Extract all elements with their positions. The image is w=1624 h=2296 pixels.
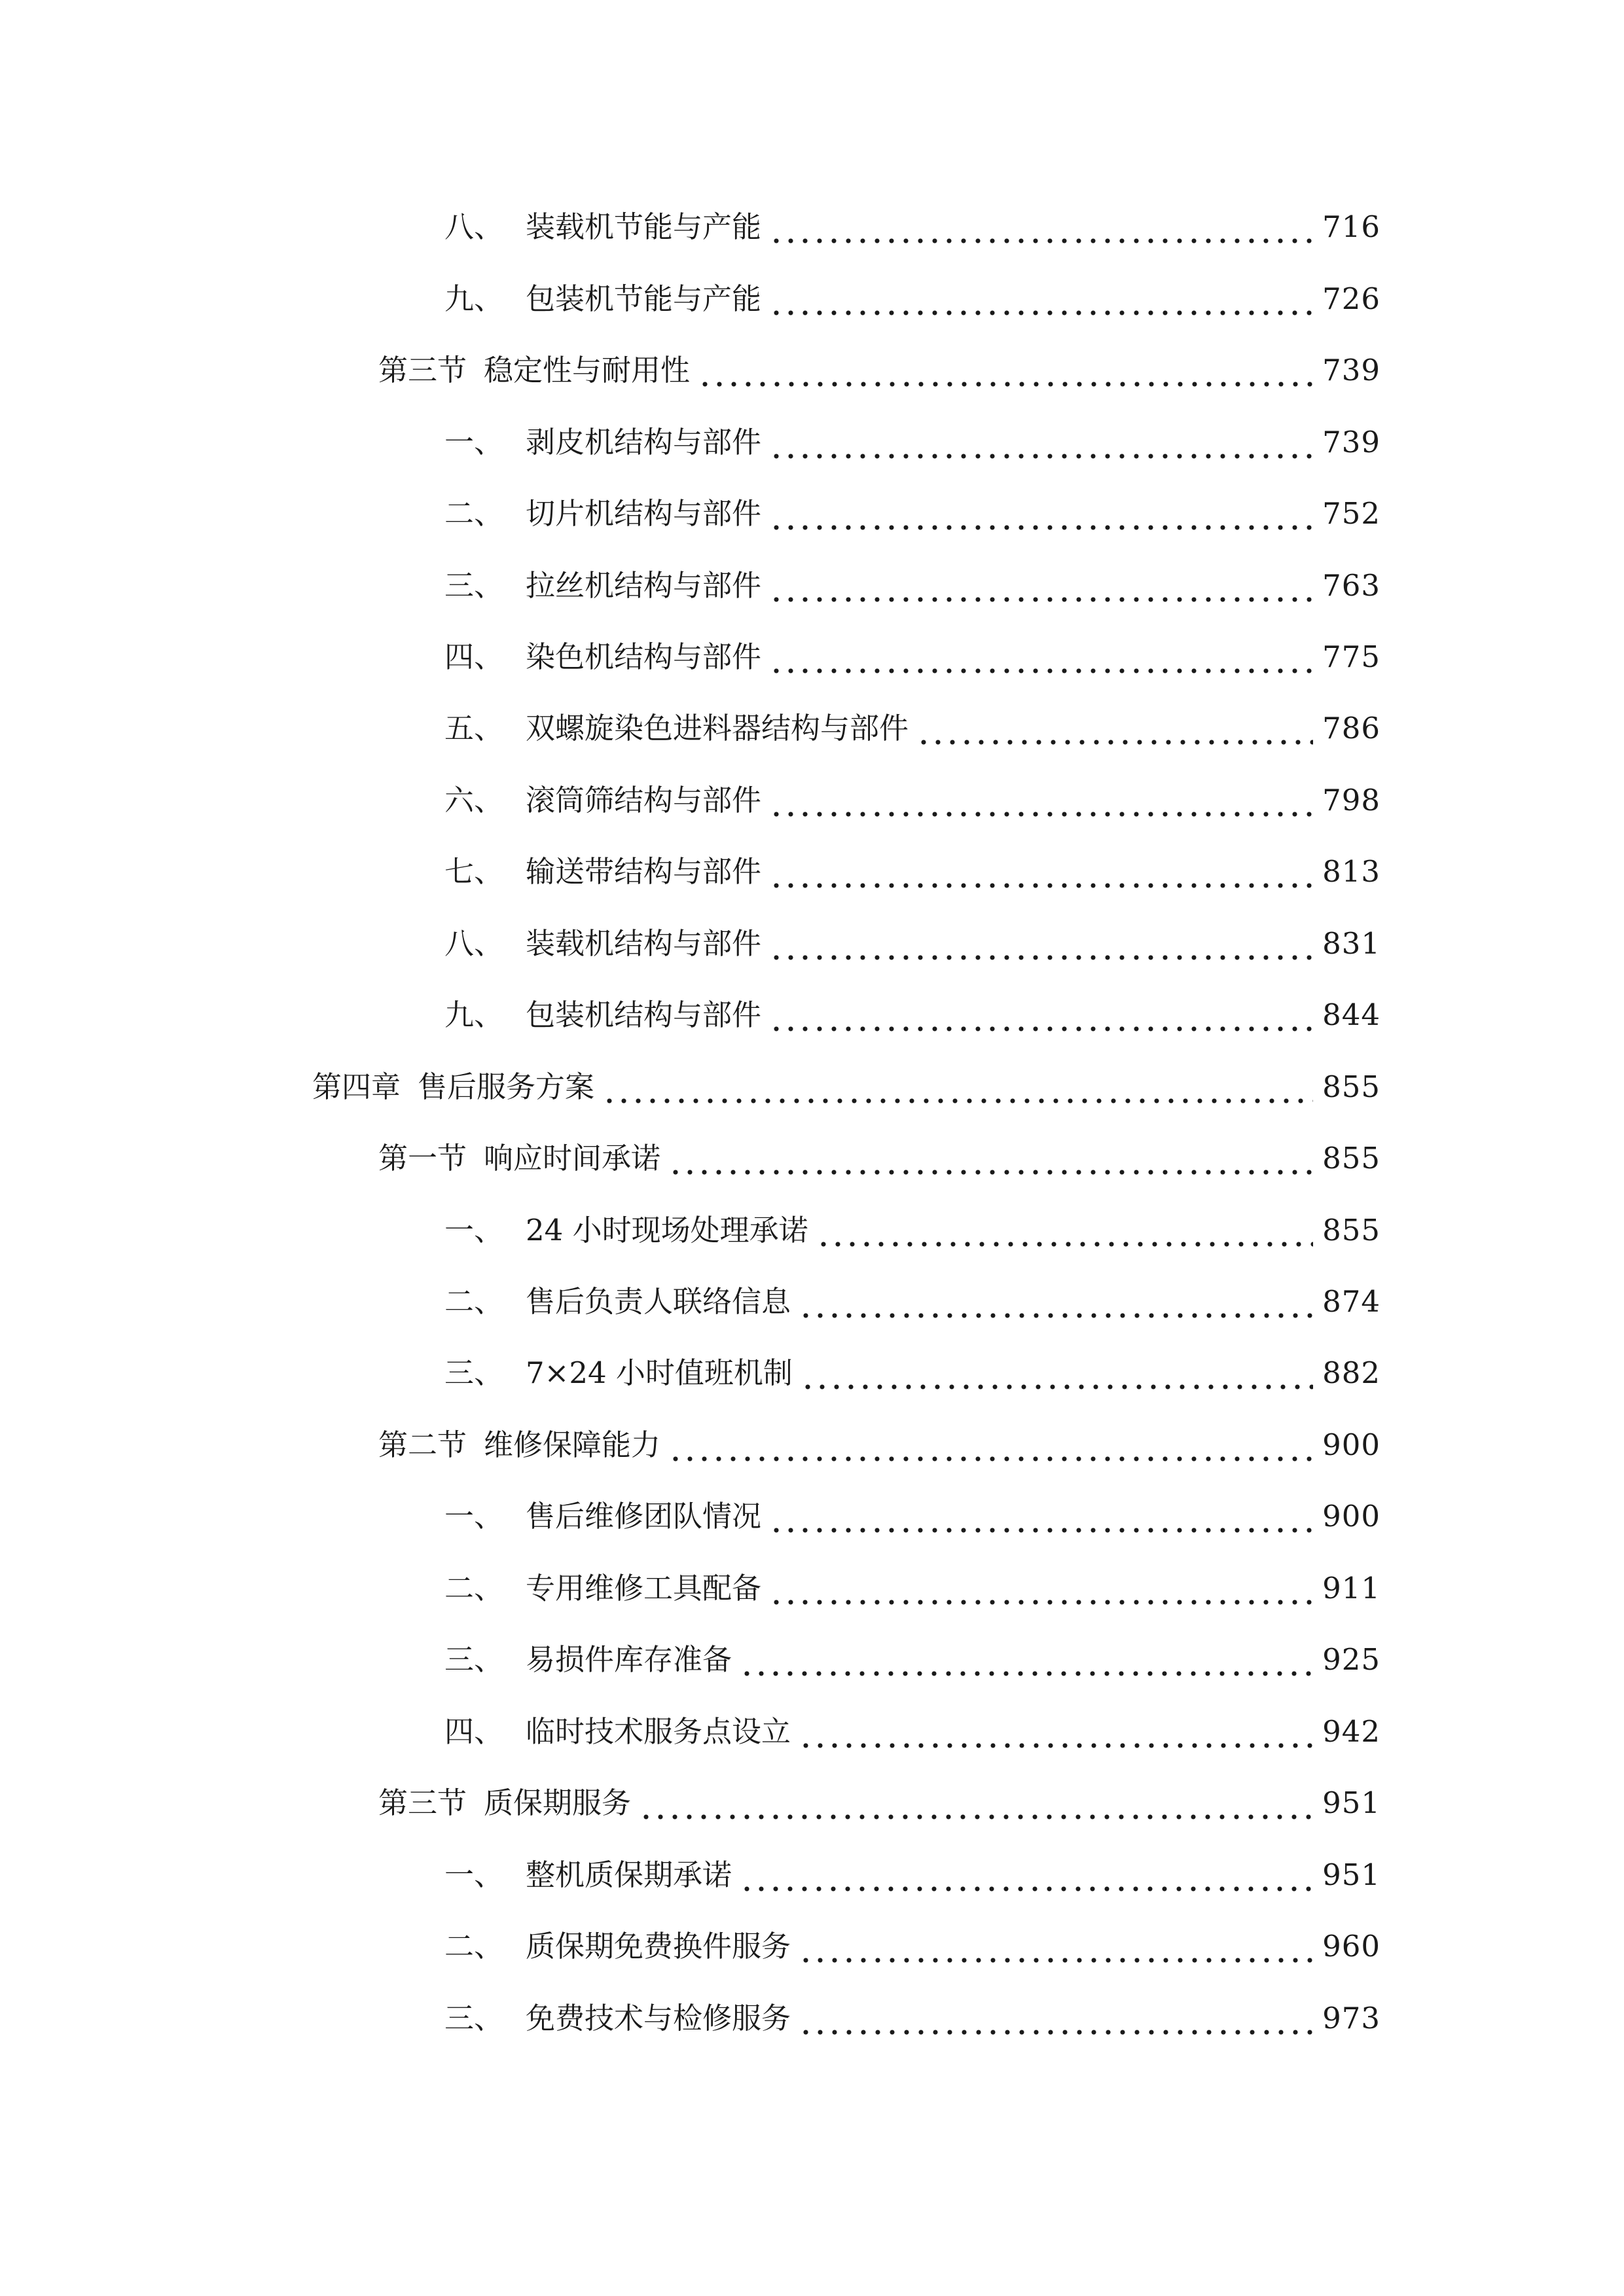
toc-dot-leader [799, 1706, 1313, 1758]
toc-entry[interactable] [444, 1706, 1380, 1758]
toc-entry-page: 942 [1322, 1714, 1380, 1749]
toc-dot-leader [816, 1204, 1314, 1257]
toc-entry-number: 第三节 [378, 1785, 467, 1820]
toc-entry-number: 三、 [444, 2001, 504, 2036]
toc-entry-page: 775 [1322, 639, 1380, 674]
toc-entry-page: 900 [1322, 1427, 1380, 1462]
toc-entry-page: 911 [1322, 1571, 1380, 1605]
toc-entry-number: 第一节 [378, 1141, 467, 1175]
toc-entry-number: 八、 [444, 926, 504, 961]
toc-entry-page: 855 [1322, 1141, 1380, 1175]
toc-dot-leader [799, 1992, 1313, 2045]
toc-dot-leader [769, 1562, 1313, 1615]
toc-entry-page: 763 [1322, 568, 1380, 603]
toc-dot-leader [769, 846, 1313, 898]
toc-entry[interactable] [444, 1490, 1380, 1543]
toc-entry-page: 925 [1322, 1642, 1380, 1677]
toc-entry[interactable] [444, 488, 1380, 540]
toc-dot-leader [602, 1061, 1313, 1113]
toc-entry-number: 三、 [444, 568, 504, 603]
toc-entry[interactable] [444, 1347, 1380, 1399]
toc-entry-number: 二、 [444, 496, 504, 531]
toc-entry-page: 752 [1322, 496, 1380, 531]
toc-entry-title: 滚筒筛结构与部件 [526, 783, 762, 817]
toc-entry[interactable] [444, 1849, 1380, 1901]
toc-entry-page: 855 [1322, 1213, 1380, 1247]
toc-entry-page: 874 [1322, 1284, 1380, 1319]
toc-entry[interactable] [312, 1061, 1380, 1113]
toc-entry[interactable] [378, 1132, 1380, 1185]
toc-entry[interactable] [444, 560, 1380, 612]
toc-dot-leader [740, 1634, 1313, 1686]
toc-entry[interactable] [378, 1777, 1380, 1829]
toc-entry-title: 易损件库存准备 [526, 1642, 732, 1677]
toc-entry-title: 包装机节能与产能 [526, 281, 762, 316]
toc-entry-number: 三、 [444, 1642, 504, 1677]
toc-entry[interactable] [444, 846, 1380, 898]
toc-entry-title: 24 小时现场处理承诺 [526, 1213, 808, 1247]
toc-entry[interactable] [378, 1419, 1380, 1471]
toc-entry[interactable] [444, 918, 1380, 970]
toc-entry-title: 装载机结构与部件 [526, 926, 762, 961]
toc-entry-page: 951 [1322, 1785, 1380, 1820]
toc-dot-leader [769, 631, 1313, 683]
toc-entry[interactable] [444, 774, 1380, 827]
toc-entry-title: 专用维修工具配备 [526, 1571, 762, 1605]
toc-entry-title: 售后负责人联络信息 [526, 1284, 791, 1319]
toc-entry-number: 二、 [444, 1571, 504, 1605]
toc-entry[interactable] [444, 201, 1380, 253]
toc-entry[interactable] [444, 989, 1380, 1041]
toc-entry-title: 拉丝机结构与部件 [526, 568, 762, 603]
toc-dot-leader [769, 560, 1313, 612]
toc-dot-leader [769, 918, 1313, 970]
toc-dot-leader [769, 989, 1313, 1041]
toc-dot-leader [668, 1132, 1313, 1185]
toc-entry-page: 813 [1322, 854, 1380, 889]
toc-entry-number: 八、 [444, 209, 504, 244]
toc-entry-title: 免费技术与检修服务 [526, 2001, 791, 2036]
toc-entry[interactable] [378, 344, 1380, 397]
toc-dot-leader [740, 1849, 1313, 1901]
toc-entry-number: 第二节 [378, 1427, 467, 1462]
toc-dot-leader [769, 201, 1313, 253]
toc-entry-title: 售后维修团队情况 [526, 1499, 762, 1534]
toc-entry-number: 六、 [444, 783, 504, 817]
toc-entry-title: 7×24 小时值班机制 [526, 1355, 793, 1390]
toc-dot-leader [769, 273, 1313, 325]
toc-dot-leader [801, 1347, 1313, 1399]
toc-entry-number: 五、 [444, 711, 504, 745]
toc-entry-title: 质保期免费换件服务 [526, 1929, 791, 1964]
toc-entry-page: 973 [1322, 2001, 1380, 2036]
toc-dot-leader [698, 344, 1313, 397]
toc-entry[interactable] [444, 273, 1380, 325]
toc-entry-page: 960 [1322, 1929, 1380, 1964]
toc-entry-number: 四、 [444, 639, 504, 674]
toc-dot-leader [668, 1419, 1313, 1471]
toc-entry-title: 包装机结构与部件 [526, 997, 762, 1032]
toc-entry-title: 售后服务方案 [418, 1069, 595, 1104]
toc-entry-title: 切片机结构与部件 [526, 496, 762, 531]
toc-entry-number: 七、 [444, 854, 504, 889]
toc-entry-title: 输送带结构与部件 [526, 854, 762, 889]
toc-entry-page: 739 [1322, 425, 1380, 459]
toc-entry-title: 染色机结构与部件 [526, 639, 762, 674]
toc-entry[interactable] [444, 702, 1380, 755]
toc-entry-title: 质保期服务 [484, 1785, 632, 1820]
toc-dot-leader [799, 1276, 1313, 1328]
toc-entry-number: 九、 [444, 997, 504, 1032]
toc-dot-leader [769, 488, 1313, 540]
toc-dot-leader [769, 416, 1313, 469]
toc-entry[interactable] [444, 1634, 1380, 1686]
toc-entry-page: 900 [1322, 1499, 1380, 1534]
toc-entry[interactable] [444, 1276, 1380, 1328]
toc-entry-number: 二、 [444, 1929, 504, 1964]
toc-entry-number: 一、 [444, 1213, 504, 1247]
toc-dot-leader [639, 1777, 1313, 1829]
toc-entry[interactable] [444, 1992, 1380, 2045]
toc-entry-number: 一、 [444, 1857, 504, 1892]
toc-entry-number: 四、 [444, 1714, 504, 1749]
toc-entry-page: 844 [1322, 997, 1380, 1032]
toc-entry-page: 726 [1322, 281, 1380, 316]
toc-entry-page: 786 [1322, 711, 1380, 745]
toc-entry-number: 九、 [444, 281, 504, 316]
toc-entry[interactable] [444, 1204, 1380, 1257]
toc-entry-number: 一、 [444, 1499, 504, 1534]
toc-entry-page: 716 [1322, 209, 1380, 244]
toc-entry[interactable] [444, 1562, 1380, 1615]
toc-entry-page: 831 [1322, 926, 1380, 961]
toc-entry-number: 二、 [444, 1284, 504, 1319]
toc-entry[interactable] [444, 416, 1380, 469]
toc-entry-title: 剥皮机结构与部件 [526, 425, 762, 459]
toc-entry-page: 855 [1322, 1069, 1380, 1104]
toc-entry-page: 951 [1322, 1857, 1380, 1892]
toc-entry-title: 响应时间承诺 [484, 1141, 661, 1175]
toc-dot-leader [769, 774, 1313, 827]
toc-entry-title: 稳定性与耐用性 [484, 353, 691, 387]
toc-entry[interactable] [444, 1920, 1380, 1973]
toc-entry-title: 装载机节能与产能 [526, 209, 762, 244]
toc-entry-title: 整机质保期承诺 [526, 1857, 732, 1892]
toc-entry-number: 第四章 [312, 1069, 401, 1104]
toc-entry-page: 739 [1322, 353, 1380, 387]
toc-entry-title: 维修保障能力 [484, 1427, 661, 1462]
toc-dot-leader [799, 1920, 1313, 1973]
toc-entry-page: 798 [1322, 783, 1380, 817]
toc-dot-leader [916, 702, 1313, 755]
toc-entry-page: 882 [1322, 1355, 1380, 1390]
toc-entry-number: 第三节 [378, 353, 467, 387]
toc-entry-number: 一、 [444, 425, 504, 459]
toc-entry[interactable] [444, 631, 1380, 683]
toc-entry-title: 临时技术服务点设立 [526, 1714, 791, 1749]
toc-entry-number: 三、 [444, 1355, 504, 1390]
toc-entry-title: 双螺旋染色进料器结构与部件 [526, 711, 909, 745]
toc-dot-leader [769, 1490, 1313, 1543]
